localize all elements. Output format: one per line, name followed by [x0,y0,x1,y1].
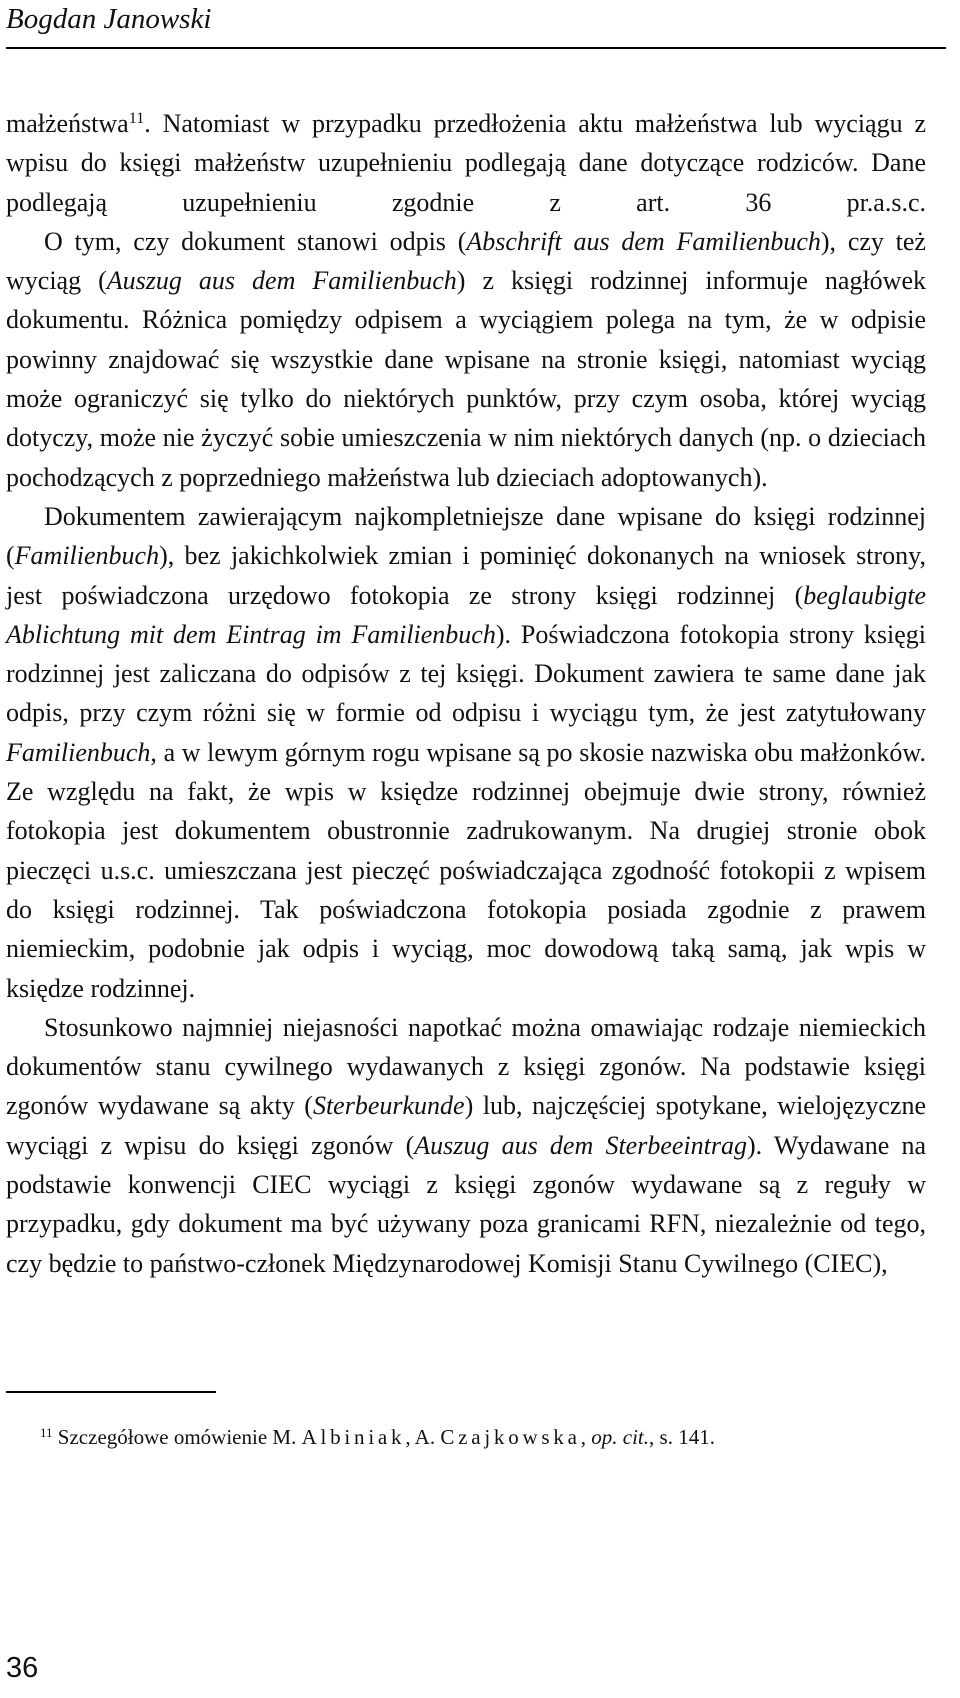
text-run: ) lub, najczęściej spotykane, wielojęzyczne wyciągi z wpisu do księgi zgonów ( [6,1091,926,1160]
text-run: ), czy też wyciąg ( [6,226,926,296]
paragraph-2 [6,222,926,497]
italic-term: beglaubigte Ablichtung mit dem Eintrag im Familienbuch [6,580,926,649]
spaced-author-name: Czajkowska [440,1425,581,1449]
text-run: . Natomiast w przypadku przedłożenia aktu małżeństwa lub wyciągu z wpisu do księgi małżeństw uzupełnieniu podlegają dane dotyczące rodziców. Dane podlegają uzupełnieniu zgodnie z art. 36 pr.a.s.c. [6,109,926,217]
header-rule [6,47,946,49]
text-run: ), bez jakichkolwiek zmian i pominięć dokonanych na wniosek strony, jest poświadczona urzędowo fotokopia ze strony księgi rodzinnej ( [6,541,926,610]
text-run: ) z księgi rodzinnej informuje nagłówek dokumentu. Różnica pomiędzy odpisem a wyciągiem polega na tym, że w odpisie powinny znajdować się wszystkie dane wpisane na stronie księgi, natomiast wyciąg może ograniczyć się tylko do niektórych punktów, przy czym osoba, której wyciąg dotyczy, może nie życzyć sobie umieszczenia w nim niektórych danych (np. o dzieciach pochodzących z poprzedniego małżeństwa lub dzieciach adoptowanych). [6,266,926,492]
paragraph-4 [6,1008,926,1283]
italic-term: Sterbeurkunde [312,1091,465,1121]
italic-term: Auszug aus dem Familienbuch [106,266,457,296]
paragraph-3 [6,497,926,1008]
text-run: Stosunkowo najmniej niejasności napotkać można omawiając rodzaje niemieckich dokumentów stanu cywilnego wydawanych z księgi zgonów. Na podstawie księgi zgonów wydawane są akty ( [6,1012,926,1121]
text-run: ). Wydawane na podstawie konwencji CIEC wyciągi z księgi zgonów wydawane są z reguły w przypadku, gdy dokument ma być używany poza granicami RFN, niezależnie od tego, czy będzie to państwo-członek Międzynarodowej Komisji Stanu Cywilnego (CIEC), [6,1130,926,1278]
italic-term: op. cit. [591,1425,650,1449]
italic-term: Abschrift aus dem Familienbuch [466,226,821,256]
italic-term: Familienbuch [14,541,160,571]
text-run: , s. 141. [649,1425,715,1449]
paragraph-1 [6,104,926,222]
spaced-author-name: Albiniak [301,1425,406,1449]
text-run: małżeństwa [6,109,129,138]
footnote-separator [6,1391,216,1393]
italic-term: Auszug aus dem Sterbeeintrag [414,1130,747,1160]
italic-term: Familienbuch [6,737,151,767]
page-number: 36 [6,1652,39,1684]
text-run: ). Poświadczona fotokopia strony księgi rodzinnej jest zaliczana do odpisów z tej księgi. Dokument zawiera te same dane jak odpis, przy czym różni się w formie od odpisu i wyciągu tym, że jest zatytułowany [6,619,926,728]
footnote-reference[interactable]: 11 [128,110,145,128]
footnote-number: 11 [40,1424,53,1440]
main-text [6,104,926,1283]
text-run: Dokumentem zawierającym najkompletniejsze dane wpisane do księgi rodzinnej ( [6,501,926,571]
running-head: Bogdan Janowski [6,3,212,35]
text-run: , A. [405,1425,441,1449]
text-run: , [580,1425,592,1449]
footnote-11 [40,1424,920,1451]
text-run: Szczegółowe omówienie M. [52,1425,302,1449]
text-run: , a w lewym górnym rogu wpisane są po skosie nazwiska obu małżonków. Ze względu na fakt, że wpis w księdze rodzinnej obejmuje dwie strony, również fotokopia jest dokumentem obustronnie zadrukowanym. Na drugiej stronie obok pieczęci u.s.c. umieszczana jest pieczęć poświadczająca zgodność fotokopii z wpisem do księgi rodzinnej. Tak poświadczona fotokopia posiada zgodnie z prawem niemieckim, podobnie jak odpis i wyciąg, moc dowodową taką samą, jak wpis w księdze rodzinnej. [6,737,926,1003]
text-run: O tym, czy dokument stanowi odpis ( [44,226,467,256]
